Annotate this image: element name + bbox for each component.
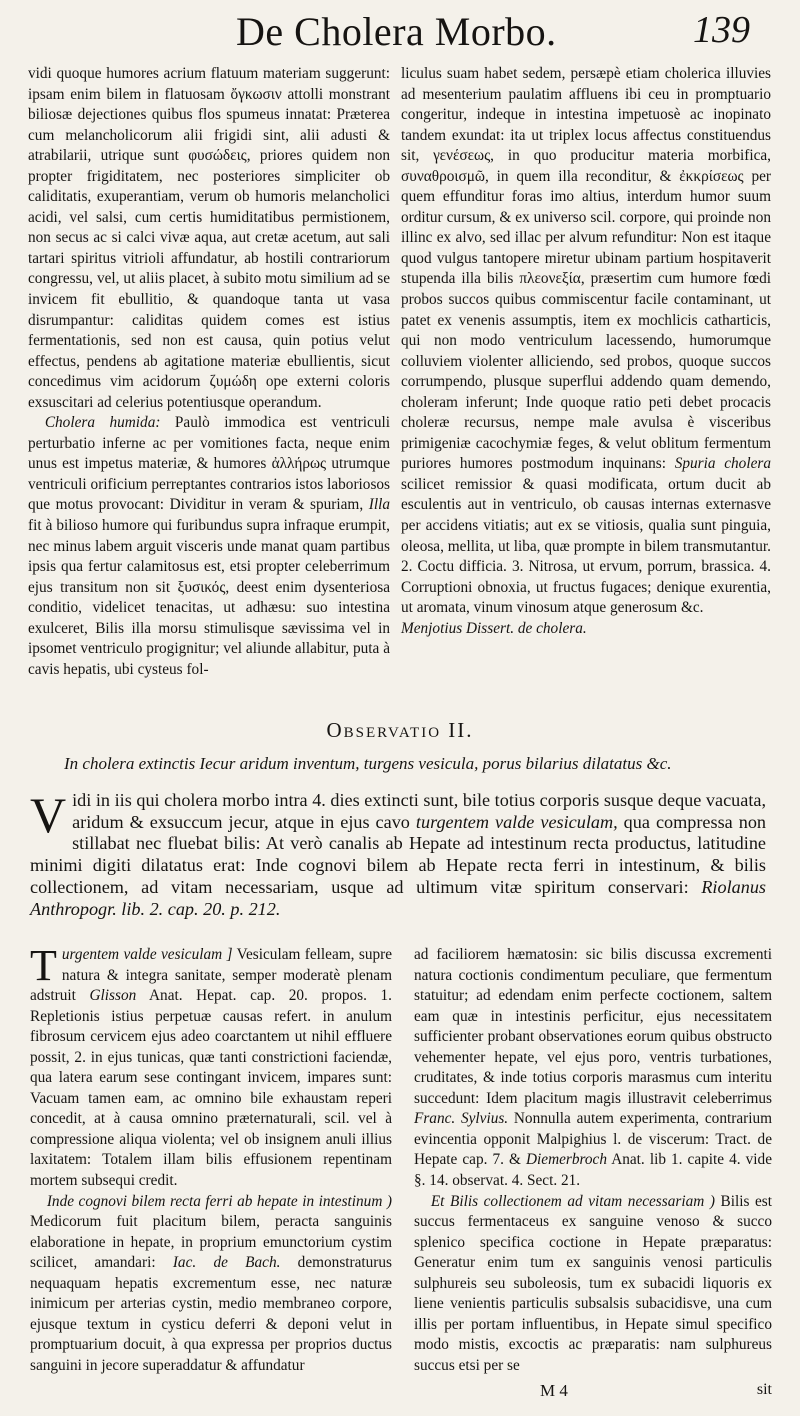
column-right-top: [401, 64, 771, 639]
citation: Menjotius Dissert. de cholera.: [401, 619, 587, 637]
paragraph: liculus suam habet sedem, persæpè etiam cholerica illuvies ad mesenterium paulatim affluens ibi ceu in promptuario congeritur, indeque in intestina impetuosè ac inopinato tandem exundat: ita ut triplex locus affectus constituendus sit, γενέσεως, in quo producitur materia morbifica, συναθροισμῶ, in quem illa reconditur, & ἐκκρίσεως per quem effunditur foras imo altius, interdum humor suum orditur cursum, & ex universo scil. corpore, qui proinde non illinc ex alvo, sed illac per alvum refunditur: Non est itaque quod vulgus tantopere miretur ubinam partium hospitaverit stupenda illa bilis πλεονεξία, præsertim cum humore fœdi probos succos quibus commiscentur facile contaminant, ut patet ex venenis assumptis, item ex mochlicis catharticis, qui non modo ventriculum lacessendo, humorumque colluviem violenter alliciendo, sed probos, quoque succos corrumpendo, plusque superflui addendo quam demendo, choleram inferunt; Inde quoque ratio peti debet procacis choleræ recursus, nempe male avulsa è visceribus primigeniæ cacochymiæ feges, & velut oblitum fermentum puriores humores postmodum inquinans: Spuria cholera scilicet remissior & quasi modificata, ortum ducit ab esculentis aut in ventriculo, ob causas internas externasve per accidens vitiatis; aut ex se vitiosis, qualia sunt pinguia, oleosa, mellita, ut liba, quæ prompte in bilem transmutantur. 2. Coctu difficia. 3. Nitrosa, ut ervum, porrum, brassica. 4. Corruptioni obnoxia, ut fructus fugaces; denique exurentia, ut aromata, vinum vinosum atque generosum &c.: [401, 65, 771, 617]
paragraph: ad faciliorem hæmatosin: sic bilis discussa excrementi natura coctionis condimentum peculiare, que fermentum statuitur; ad edendam enim perfecte coctionem, saltem eam quæ in intestinis perficitur, ejus necessitatem sufficienter probant observationes eorum quibus obstructo vehementer hepate, vel ejus poro, ventris turbationes, cruditates, & inde totius corporis marasmus cum interitu succedunt: Idem placitum magis illustravit celeberrimus Franc. Sylvius. Nonnulla autem experimenta, contrarium evincentia opponit Malpighius l. de viscerum: Tract. de Hepate cap. 7. & Diemerbroch Anat. lib 1. capite 4. vide §. 14. observat. 4. Sect. 21.: [414, 946, 772, 1190]
citation: Riolanus Anthropogr. lib. 2. cap. 20. p. 212.: [30, 876, 766, 919]
running-head: [0, 0, 800, 62]
page-number: 139: [693, 9, 750, 51]
section-summary: In cholera extinctis Iecur aridum inventum, turgens vesicula, porus bilarius dilatatus &c.: [64, 754, 672, 773]
paragraph: Cholera humida: Paulò immodica est ventriculi perturbatio inferne ac per vomitiones facta, neque enim unus est impetus materiæ, & humores ἀλλήρως utrumque ventriculi orificium perreptantes contrarios istos laboriosos que motus provocant: Dividitur in veram & spuriam, Illa fit à bilioso humore qui furibundus supra infraque erumpit, nec minus labem arguit visceris unde manat quam partibus ipsis qua fertur calamitosus est, etsi propter celeberrimum ejus transitum non sit ξυσικός, deest enim dysenteriosa conditio, videlicet tenacitas, ut adhæsu: suo intestina exulceret, Bilis illa morsu stimulisque sævissima vel in ipsomet ventriculo progignitur; vel aliunde allabitur, puta à cavis hepatis, ubi cysteus fol-: [28, 414, 390, 678]
paragraph: Et Bilis collectionem ad vitam necessariam ) Bilis est succus fermentaceus ex sanguine venoso & succo splenico specifica coctione in Hepate præparatus: Generatur enim tum ex sanguinis venosi particulis sulphureis seu suboleosis, tum ex subacidi liquoris ex liene venientis particulis subsalsis subacidisve, una cum illis per portam influentibus, in Hepate simul specifico modo mistis, excoctis ac præparatis: nam sulphureus succus etsi per se: [414, 1192, 772, 1374]
drop-cap: T: [30, 941, 57, 990]
catchword: sit: [756, 1381, 772, 1398]
paragraph: Inde cognovi bilem recta ferri ab hepate in intestinum ) Medicorum fuit placitum bilem, peracta sanguinis elaboratione in hepate, in proprium emunctorium cystim scilicet, amandari: Iac. de Bach. demonstraturus nequaquam hepatis excrementum esse, nec naturæ inimicum per arterias cystin, medio membraneo corpore, ejusque textum in cysticu deferri & deponi velut in promptuarium docuit, à qua expressa per proprios ductus sanguini in jecore superaddatur & affundatur: [30, 1192, 392, 1374]
drop-cap: V: [30, 787, 67, 843]
column-left-top: [28, 64, 390, 680]
paragraph: Turgentem valde vesiculam ] Vesiculam felleam, supre natura & integra sanitate, semper moderatè plenam adstruit Glisson Anat. Hepat. cap. 20. propos. 1. Repletionis istius perpetuæ causas refert. in anulum fibrosum cervicem ejus adeo coarctantem ut nihil effluere possit, 2. in ejus tunicas, quæ tanti constrictioni faciendæ, qua latera earum sese contingant invicem, impares sunt: Vacuam tamen eam, ac omnino bile exhaustam reperi concedit, at à causa omnino præternaturali, scil. vel à compressione aliqua violenta; vel ob insignem anuli illius laxitatem: Totalem illam bilis effusionem repentinam mortem subsequi credit.: [30, 941, 393, 1190]
column-right-bottom: [414, 945, 772, 1376]
page-title: De Cholera Morbo.: [236, 9, 557, 54]
paragraph: vidi quoque humores acrium flatuum materiam suggerunt: ipsam enim bilem in flatuosam ὄγκωσιν attolli monstrant biliosæ dejectiones quibus flos spumeus innatat: Præterea cum melancholicorum alii frigidi sint, alii adusti & atrabilarii, utrique sunt φυσώδεις, priores quidem non propter frigiditatem, nec posteriores simpliciter ob caliditatis, exuperantiam, verum ob humoris melancholici acidi, vel salsi, cum certis humiditatibus permistionem, non secus ac si calci vivæ aqua, aut cretæ acetum, aut sali tartari spiritus vitrioli affundatur, ab hostili contrariorum congressu, vel, ut aliis placet, à subito motu similium ad se invicem fit ebullitio, & quandoque tanta ut vasa disrumpantur: caliditas quidem comes est istius fermentationis, sed non est causa, quin potius velut effectus, pendens ab agitatione materiæ ebullientis, sicut concedimus vim acidorum ζυμώδη ope externi coloris exsuscitari ad celerius potentiusque operandum.: [28, 65, 390, 411]
observation-text: Vidi in iis qui cholera morbo intra 4. dies extincti sunt, bile totius corporis susque deque vacuata, aridum & exsuccum jecur, atque in ejus cavo turgentem valde vesiculam, qua compressa non stillabat nec fluebat bilis: At verò canalis ab Hepate ad intestinum recta productus, latitudine minimi digiti dilatatus erat: Inde cognovi bilem ab Hepate recta ferri in intestinum, & bilis collectionem, ad vitam necessariam, usque ad ultimum vitæ spiritum conservari: Riolanus Anthropogr. lib. 2. cap. 20. p. 212.: [30, 787, 767, 919]
signature-mark: M 4: [540, 1381, 568, 1400]
lemma: Cholera humida:: [44, 414, 161, 432]
section-heading: Observatio II.: [326, 718, 474, 742]
column-left-bottom: [30, 941, 393, 1376]
